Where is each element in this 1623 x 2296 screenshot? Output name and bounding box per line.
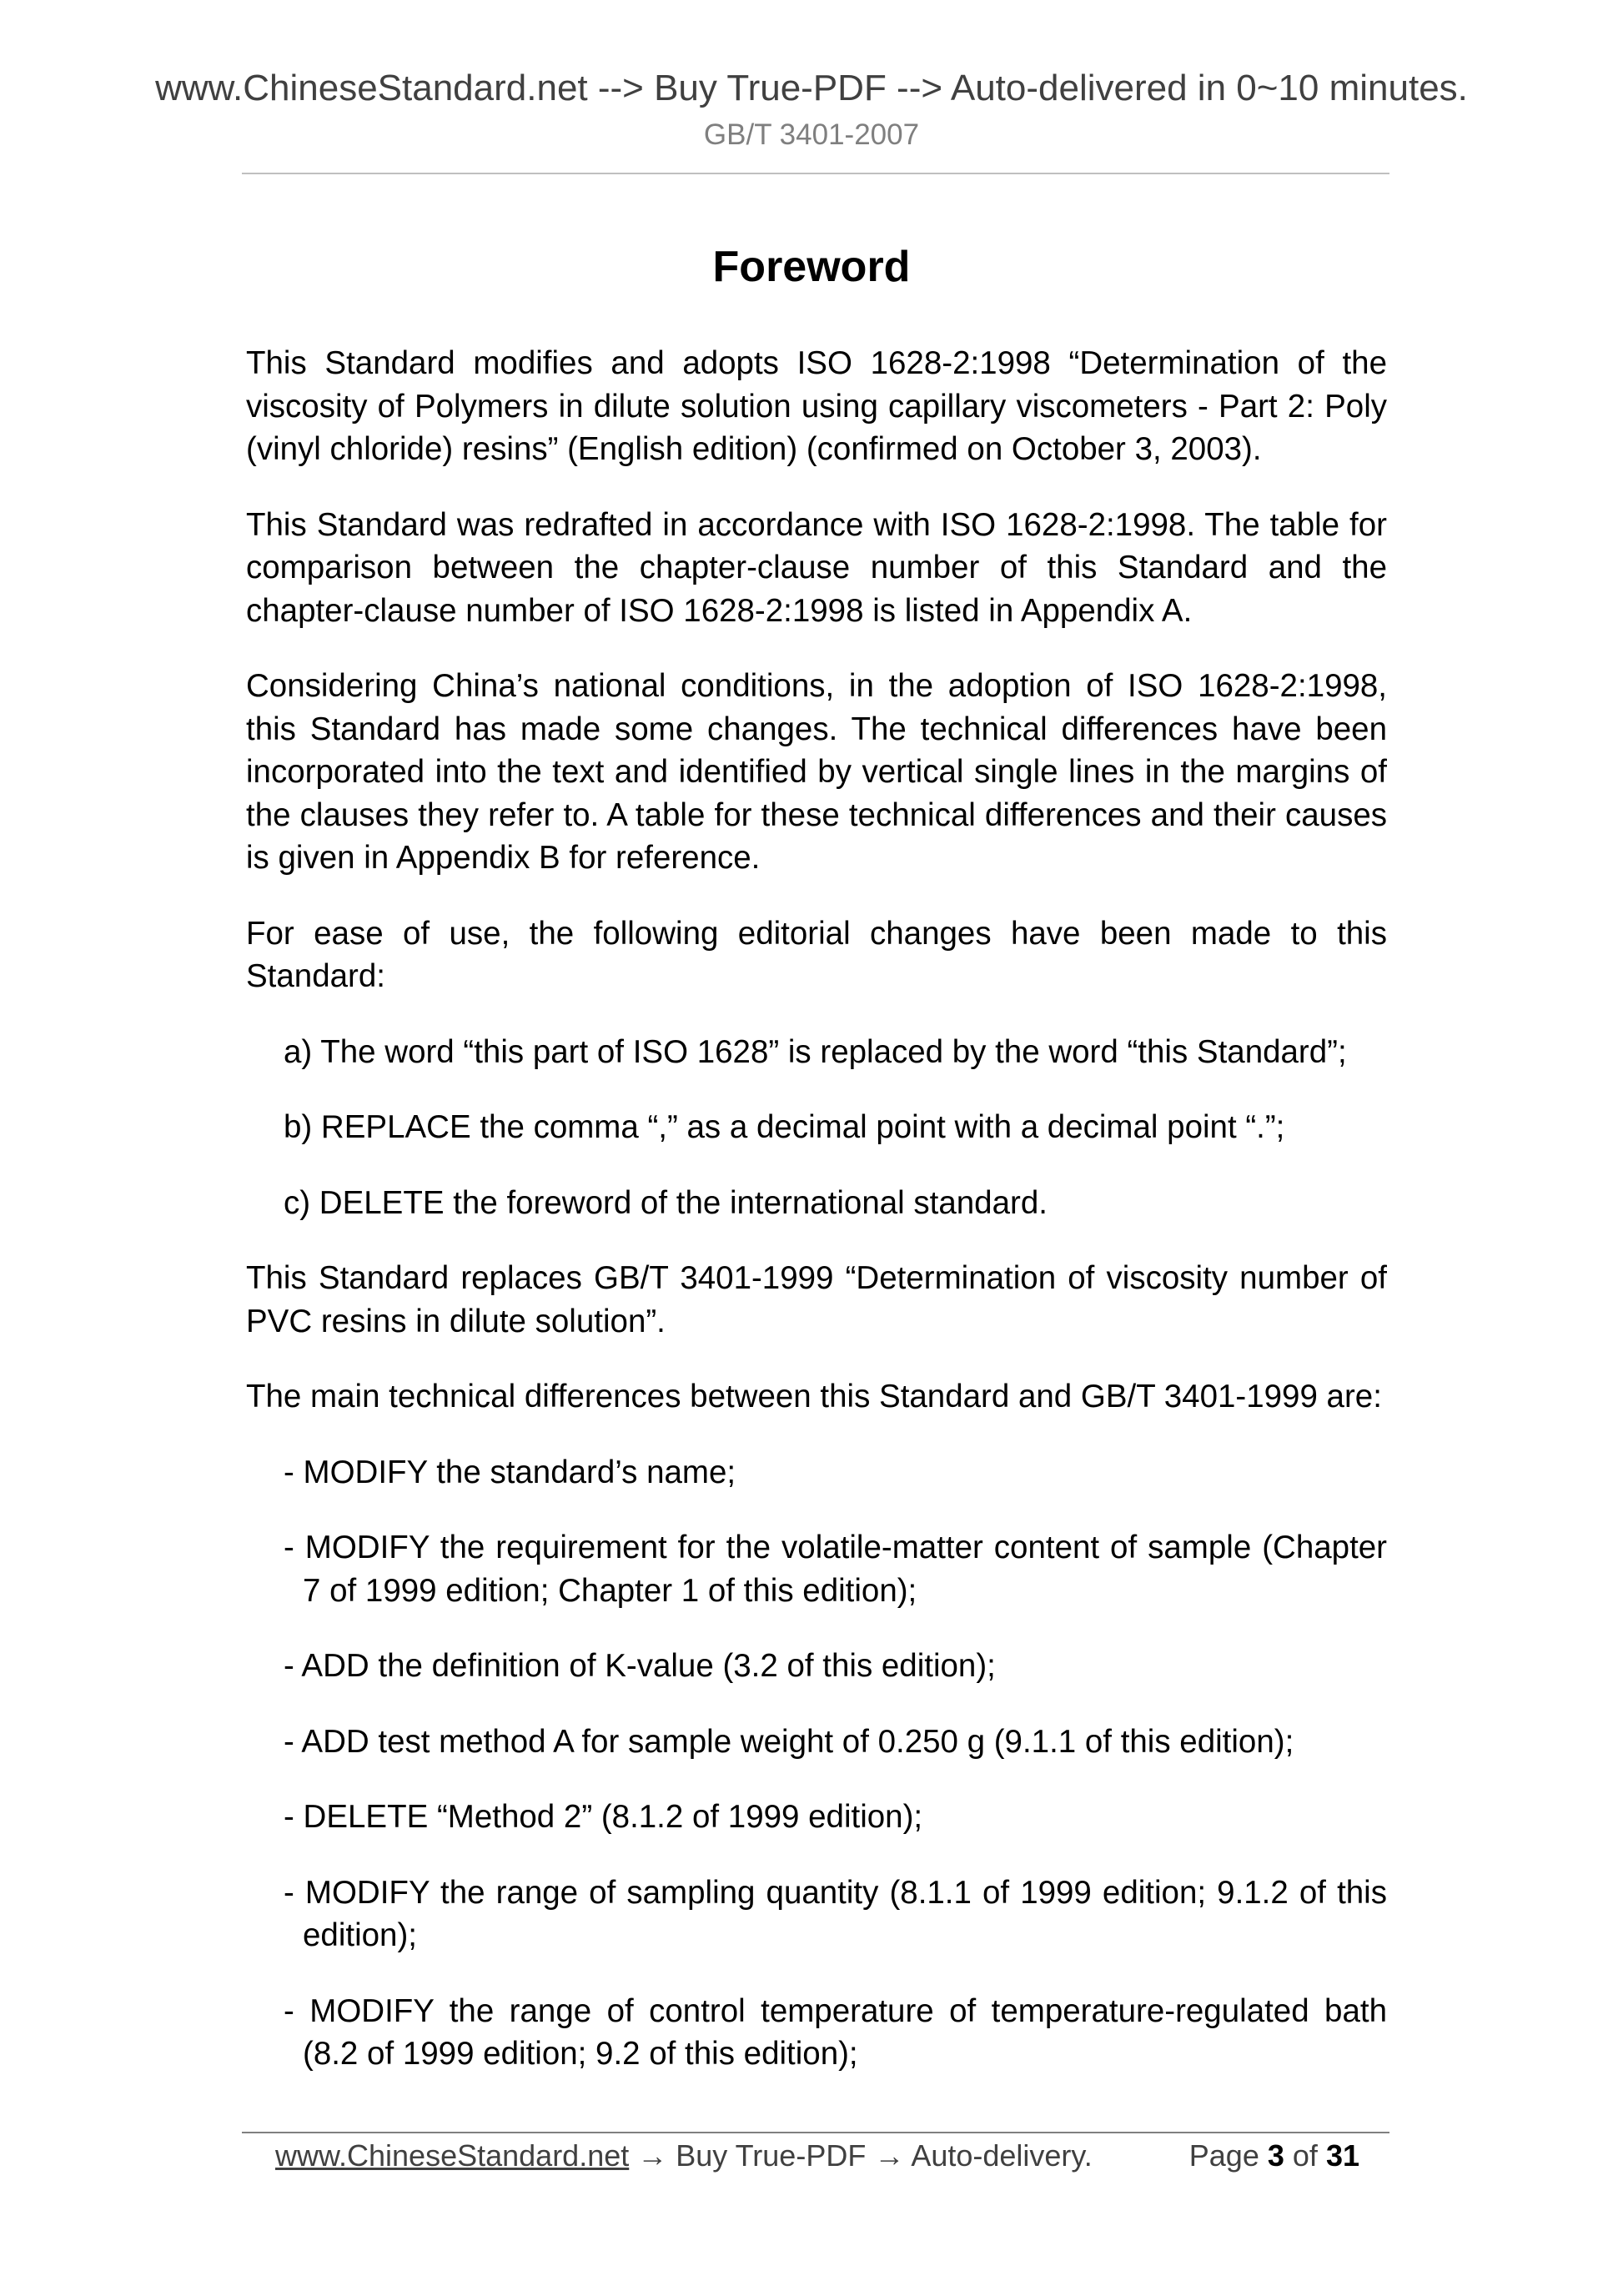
document-code: GB/T 3401-2007	[703, 118, 920, 151]
header-divider	[242, 173, 1389, 174]
document-body	[246, 342, 1387, 2108]
list-item-editorial-c: c) DELETE the foreword of the international standard.	[284, 1184, 1048, 1221]
page-word: Page	[1188, 2138, 1259, 2173]
footer-text: → Buy True-PDF → Auto-delivery.	[629, 2138, 1093, 2173]
list-item-difference: - DELETE “Method 2” (8.1.2 of 1999 edition);	[284, 1799, 923, 1835]
list-item-editorial-b: b) REPLACE the comma “,” as a decimal point with a decimal point “.”;	[284, 1109, 1285, 1145]
footer	[275, 2137, 1359, 2175]
footer-site-link[interactable]: www.ChineseStandard.net	[275, 2138, 630, 2173]
list-item-difference: - ADD the definition of K-value (3.2 of this edition);	[284, 1648, 996, 1684]
page-title: Foreword	[712, 243, 911, 291]
paragraph-editorial-intro: For ease of use, the following editorial changes have been made to this Standard:	[246, 915, 1387, 994]
list-item-difference: - ADD test method A for sample weight of 0.250 g (9.1.1 of this edition);	[284, 1723, 1294, 1760]
paragraph-differences-intro: The main technical differences between this Standard and GB/T 3401-1999 are:	[246, 1379, 1382, 1414]
page-current: 3	[1267, 2138, 1284, 2173]
list-item-editorial-a: a) The word “this part of ISO 1628” is replaced by the word “this Standard”;	[284, 1033, 1347, 1070]
paragraph-adoption: This Standard modifies and adopts ISO 1628-2:1998 “Determination of the viscosity of Polymers in dilute solution using capillary viscometers - Part 2: Poly (vinyl chloride) resins” (English edition) (confirmed on October 3, 2003).	[246, 345, 1387, 467]
page-of: of	[1292, 2138, 1318, 2173]
paragraph-replaces: This Standard replaces GB/T 3401-1999 “Determination of viscosity number of PVC resins in dilute solution”.	[246, 1260, 1387, 1339]
header-banner: www.ChineseStandard.net --> Buy True-PDF --> Auto-delivered in 0~10 minutes.	[155, 68, 1468, 108]
page-number	[1189, 2137, 1359, 2175]
paragraph-redrafted: This Standard was redrafted in accordance with ISO 1628-2:1998. The table for comparison between the chapter-clause number of this Standard and the chapter-clause number of ISO 1628-2:1998 is listed in Appendix A.	[246, 506, 1387, 629]
list-item-difference: - MODIFY the standard’s name;	[284, 1454, 736, 1490]
list-item-difference: - MODIFY the range of control temperature of temperature-regulated bath (8.2 of 1999 edition; 9.2 of this edition);	[284, 1992, 1387, 2072]
paragraph-national-conditions: Considering China’s national conditions, in the adoption of ISO 1628-2:1998, this Standard has made some changes. The technical differences have been incorporated into the text and identified by vertical single lines in the margins of the clauses they refer to. A table for these technical differences and their causes is given in Appendix B for reference.	[246, 668, 1387, 876]
list-item-difference: - MODIFY the requirement for the volatile-matter content of sample (Chapter 7 of 1999 edition; Chapter 1 of this edition);	[284, 1530, 1387, 1609]
page-total: 31	[1325, 2138, 1359, 2173]
footer-divider	[242, 2132, 1389, 2133]
list-item-difference: - MODIFY the range of sampling quantity (8.1.1 of 1999 edition; 9.1.2 of this edition);	[284, 1874, 1387, 1953]
